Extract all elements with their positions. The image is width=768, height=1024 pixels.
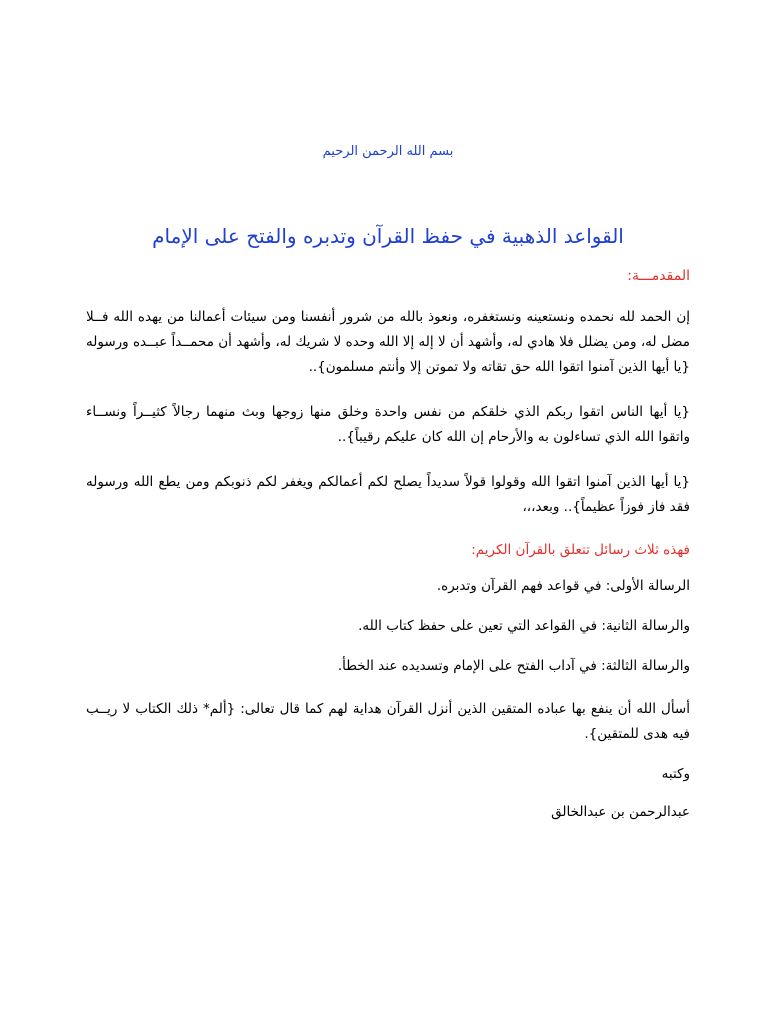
author-name: عبدالرحمن بن عبدالخالق — [551, 804, 690, 820]
letter-item-2: والرسالة الثانية: في القواعد التي تعين على حفظ كتاب الله. — [358, 618, 690, 634]
basmala: بسم الله الرحمن الرحيم — [322, 144, 454, 159]
letters-heading: فهذه ثلاث رسائل تتعلق بالقرآن الكريم: — [471, 542, 690, 558]
intro-paragraph-1: إن الحمد لله نحمده ونستعينه ونستغفره، ونعوذ بالله من شرور أنفسنا ومن سيئات أعمالنا من يهده الله فــلا مضل له، ومن يضلل فلا هادي له، وأشهد أن لا إله إلا الله وحده لا شريك له، وأشهد أن محمــداً عبــده ورسوله {يا أيها الذين آمنوا اتقوا الله حق تقاته ولا تموتن إلا وأنتم مسلمون}.. — [86, 309, 690, 375]
intro-heading: المقدمـــة: — [627, 268, 690, 284]
closing-paragraph: أسأل الله أن ينفع بها عباده المتقين الذين أنزل القرآن هداية لهم كما قال تعالى: {ألم* ذلك الكتاب لا ريــب فيه هدى للمتقين}. — [86, 701, 690, 742]
intro-paragraph-3: {يا أيها الذين آمنوا اتقوا الله وقولوا قولاً سديداً يصلح لكم أعمالكم ويغفر لكم ذنوبكم ومن يطع الله ورسوله فقد فاز فوزاً عظيماً}.. وبعد،،، — [86, 474, 690, 515]
letter-item-1: الرسالة الأولى: في قواعد فهم القرآن وتدبره. — [436, 578, 690, 594]
intro-paragraph-2: {يا أيها الناس اتقوا ربكم الذي خلقكم من نفس واحدة وخلق منها زوجها وبث منهما رجالاً كثيــراً ونســاء واتقوا الله الذي تساءلون به والأرحام إن الله كان عليكم رقيباً}.. — [86, 404, 690, 445]
signature-intro: وكتبه — [661, 766, 690, 782]
letter-item-3: والرسالة الثالثة: في آداب الفتح على الإمام وتسديده عند الخطأ. — [337, 658, 690, 674]
document-title: القواعد الذهبية في حفظ القرآن وتدبره والفتح على الإمام — [152, 224, 624, 248]
document-page — [86, 0, 690, 1024]
